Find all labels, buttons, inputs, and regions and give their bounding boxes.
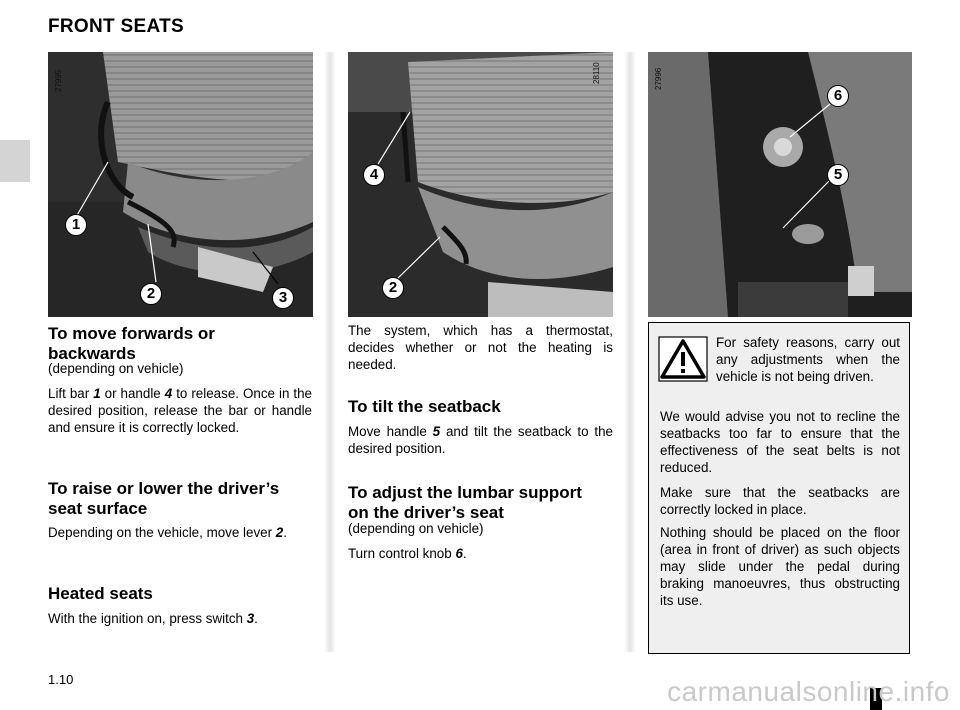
thermostat-text: The system, which has a thermostat, decides whether or not the heating is needed. <box>348 323 613 372</box>
lumbar-instructions: Turn control knob 6. <box>348 546 467 561</box>
watermark: carmanualsonline.info <box>667 676 950 707</box>
page-title: FRONT SEATS <box>48 16 184 37</box>
tilt-instructions: Move handle 5 and tilt the seatback to the desired position. <box>348 424 613 456</box>
callout-2: 2 <box>382 277 404 299</box>
callout-2: 2 <box>140 283 162 305</box>
raise-instructions: Depending on the vehicle, move lever 2. <box>48 525 287 540</box>
move-instructions: Lift bar 1 or handle 4 to release. Once in the desired position, release the bar or handle and ensure it is correctly locked. <box>48 386 312 435</box>
callout-5: 5 <box>827 164 849 186</box>
section-heading-tilt: To tilt the seatback <box>348 397 501 416</box>
callout-1: 1 <box>65 214 87 236</box>
warning-paragraph-3: Make sure that the seatbacks are correctly locked in place. <box>660 485 900 517</box>
photo-reference: 27996 <box>654 67 663 90</box>
depending-note: (depending on vehicle) <box>48 361 184 376</box>
callout-6: 6 <box>827 85 849 107</box>
column-divider <box>624 52 636 652</box>
callout-3: 3 <box>272 287 294 309</box>
page-number: 1.10 <box>48 672 74 687</box>
section-tab <box>0 140 30 182</box>
warning-paragraph-4: Nothing should be placed on the floor (area in front of driver) as such objects may slide under the pedal during braking manoeuvres, thus obstructing its use. <box>660 525 900 608</box>
photo-reference: 27995 <box>54 69 63 92</box>
warning-paragraph-2: We would advise you not to recline the seatbacks too far to ensure that the effectiveness of the seat belts is not reduced. <box>660 409 900 475</box>
section-heading-lumbar: To adjust the lumbar support on the driver’s seat <box>348 483 582 522</box>
section-heading-heated: Heated seats <box>48 584 153 603</box>
section-heading-raise: To raise or lower the driver’s seat surface <box>48 479 280 518</box>
section-heading-move: To move forwards or backwards <box>48 324 215 363</box>
warning-triangle-icon <box>658 336 708 382</box>
depending-note: (depending on vehicle) <box>348 521 484 536</box>
column-divider <box>324 52 336 652</box>
seat-photo-1 <box>48 52 313 317</box>
photo-reference: 28110 <box>592 62 601 84</box>
seat-photo-3 <box>648 52 912 317</box>
heated-instructions: With the ignition on, press switch 3. <box>48 611 258 626</box>
callout-4: 4 <box>363 164 385 186</box>
warning-line-1: For safety reasons, carry out any adjustments when the vehicle is not being driven. <box>716 335 900 384</box>
